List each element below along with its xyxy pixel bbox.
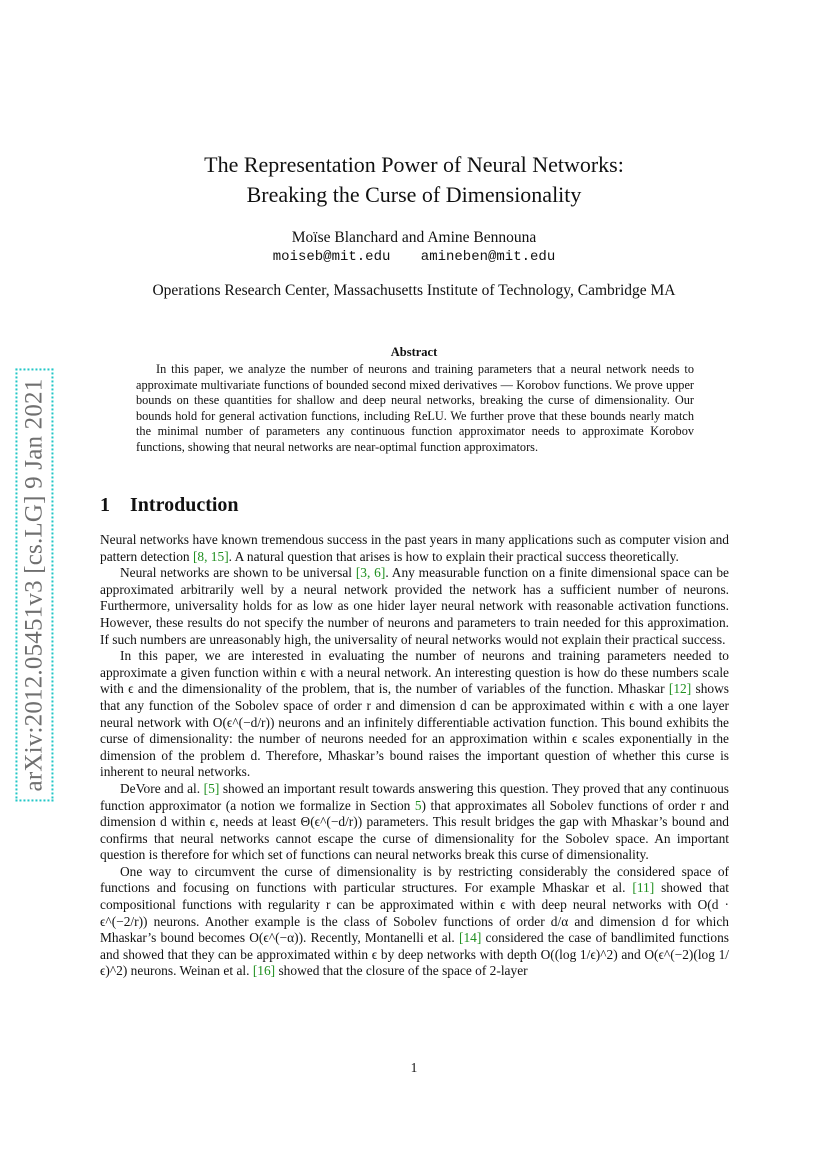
text-run: ) that approximates all Sobolev functions of order r and dimension d within ϵ, needs at least xyxy=(100,797,729,830)
text-run: neurons. Another example is the class of Sobolev functions of order d/α and dimension d for which Mhaskar’s bound becomes xyxy=(100,913,729,946)
author-email-1: moiseb@mit.edu xyxy=(272,249,391,265)
paper-title-line-2: Breaking the Curse of Dimensionality xyxy=(246,182,582,207)
paragraph-2 xyxy=(100,565,729,648)
author-email-2: amineben@mit.edu xyxy=(420,249,556,265)
text-run: . A natural question that arises is how to explain their practical success theoretically. xyxy=(228,548,679,564)
math-expression: O(ϵ^(−d/r)) xyxy=(212,714,275,730)
text-run: In this paper, we are interested in evaluating the number of neurons and training parameters needed to approximate a given function within ϵ with a neural network. An interesting question is how do these numbers scale with ϵ and the dimensionality of the problem, that is, the number of variables of the function. Mhaskar xyxy=(100,648,729,697)
citation-link[interactable]: [3, 6] xyxy=(355,565,386,581)
text-run: neurons and an infinitely differentiable activation function. This bound exhibits the curse of dimensionality: the number of neurons needed for an approximation within ϵ scales exponentially in the dimension of the problem d. Therefore, Mhaskar’s bound raises the important question of whether this curse is inherent to neural networks. xyxy=(100,714,729,780)
abstract-heading: Abstract xyxy=(390,345,438,359)
citation-link[interactable]: [5] xyxy=(203,780,220,796)
section-title: Introduction xyxy=(130,494,239,516)
paragraph-4 xyxy=(100,781,729,864)
author-emails xyxy=(0,249,828,265)
citation-link[interactable]: [12] xyxy=(668,681,692,697)
math-expression: O((log 1/ϵ)^2) xyxy=(540,946,618,962)
paper-title xyxy=(0,150,828,210)
text-run: Neural networks are shown to be universal xyxy=(120,565,356,581)
text-run: showed an important result towards answering this question. They proved that any continuous function approximator (a notion we formalize in Section xyxy=(100,780,729,813)
text-run: One way to circumvent the curse of dimensionality is by restricting considerably the considered space of functions and focusing on functions with particular structures. For example Mhaskar et al. xyxy=(100,863,729,896)
text-run: and xyxy=(617,946,645,962)
paragraph-1 xyxy=(100,532,729,565)
math-expression: O(ϵ^(−α)) xyxy=(249,930,304,946)
citation-link[interactable]: [11] xyxy=(632,880,655,896)
text-run: considered the case of bandlimited functions and showed that they can be approximated within ϵ by deep networks with depth xyxy=(100,930,729,962)
text-run: . Recently, Montanelli et al. xyxy=(303,930,459,946)
paragraph-3 xyxy=(100,648,729,781)
author-affiliation: Operations Research Center, Massachusetts Institute of Technology, Cambridge MA xyxy=(152,282,676,299)
page-number: 1 xyxy=(410,1060,418,1075)
section-number: 1 xyxy=(100,494,110,516)
citation-link[interactable]: [8, 15] xyxy=(192,548,229,564)
paragraph-5 xyxy=(100,864,729,980)
math-expression: O(ϵ^(−2)(log 1/ϵ)^2) xyxy=(100,946,730,979)
math-expression: Θ(ϵ^(−d/r)) xyxy=(300,814,363,830)
text-run: parameters. This result bridges the gap with Mhaskar’s bound and confirms that neural networks cannot escape the curse of dimensionality for the Sobolev space. An important question is therefore for which set of functions can neural networks break this curse of dimensionality. xyxy=(100,814,729,863)
text-run: Neural networks have known tremendous success in the past years in many applications such as computer vision and pattern detection xyxy=(100,532,729,564)
paper-authors: Moïse Blanchard and Amine Bennouna xyxy=(291,229,537,246)
introduction-body xyxy=(100,532,729,980)
text-run: showed that the closure of the space of 2-layer xyxy=(275,963,528,979)
paper-title-line-1: The Representation Power of Neural Networks: xyxy=(204,152,624,177)
text-run: showed that compositional functions with regularity r can be approximated within ϵ with deep neural networks with xyxy=(100,880,729,913)
section-heading xyxy=(100,494,239,517)
text-run: DeVore and al. xyxy=(120,780,204,796)
text-run: neurons. Weinan et al. xyxy=(127,963,253,979)
citation-link[interactable]: [14] xyxy=(459,930,482,946)
math-expression: O(d · ϵ^(−2/r)) xyxy=(100,897,729,929)
citation-link[interactable]: [16] xyxy=(252,963,276,979)
section-reference-link[interactable]: 5 xyxy=(414,797,422,813)
arxiv-identifier-stamp xyxy=(8,350,60,820)
abstract-body: In this paper, we analyze the number of neurons and training parameters that a neural network needs to approximate multivariate functions of bounded second mixed derivatives — Korobov functions. We prove upper bounds on these quantities for shallow and deep neural networks, breaking the curse of dimensionality. Our bounds hold for general activation functions, including ReLU. We further prove that these bounds nearly match the minimal number of parameters any continuous function approximator needs to approximate Korobov functions, showing that neural networks are near-optimal function approximators. xyxy=(136,362,694,454)
arxiv-identifier-text: arXiv:2012.05451v3 [cs.LG] 9 Jan 2021 xyxy=(15,369,53,802)
text-run: shows that any function of the Sobolev space of order r and dimension d can be approximated within ϵ with a one layer neural network with xyxy=(100,681,729,730)
text-run: . Any measurable function on a finite dimensional space can be approximated arbitrarily well by a neural network provided the network has a sufficient number of neurons. Furthermore, universality holds for as low as one hider layer neural network with reasonable activation functions. However, these results do not specify the number of neurons and parameters to train needed for this approximation. If such numbers are unreasonably high, the universality of neural networks would not explain their practical success. xyxy=(100,565,729,647)
